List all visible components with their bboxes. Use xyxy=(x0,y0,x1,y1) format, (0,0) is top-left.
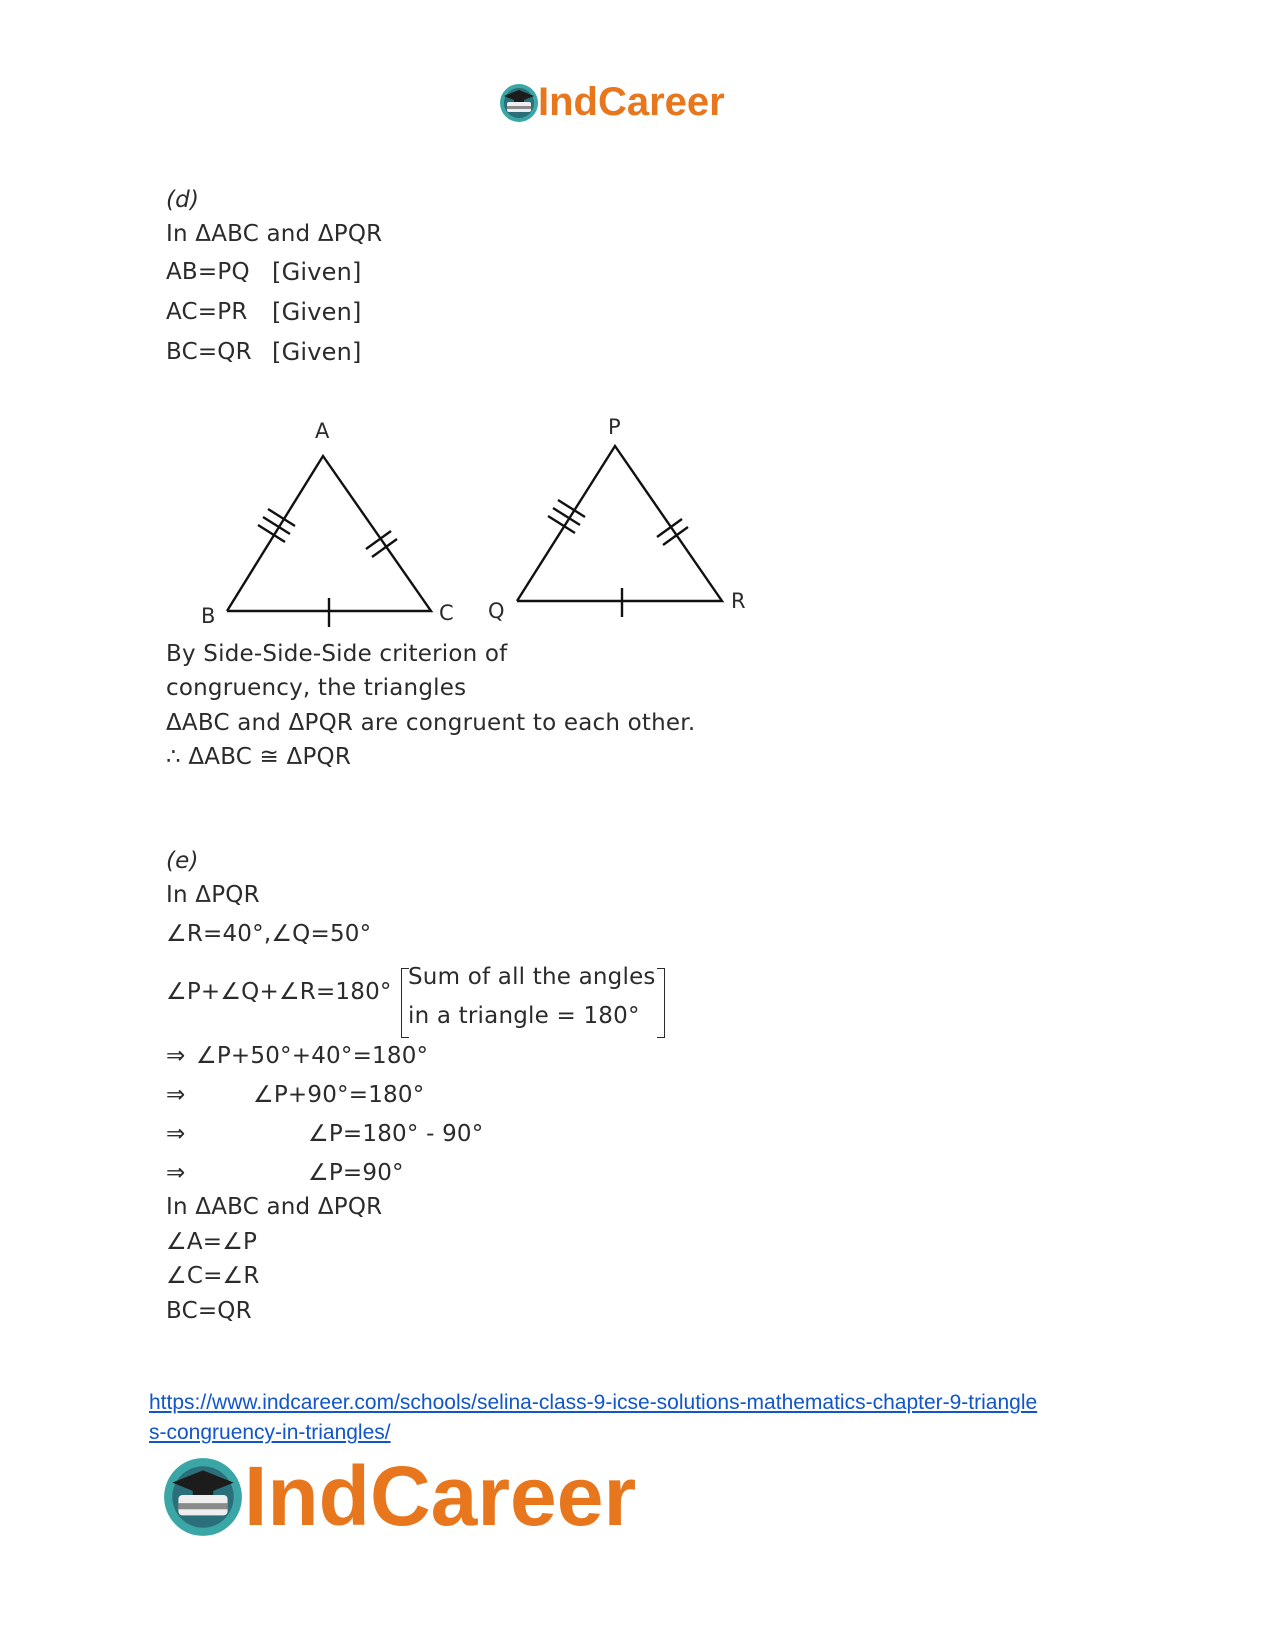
step-2-arrow: ⇒ xyxy=(166,1082,186,1108)
part-e-after-3: ∠C=∠R xyxy=(166,1263,260,1289)
source-url-line-1[interactable]: https://www.indcareer.com/schools/selina-class-9-icse-solutions-mathematics-chapter-9-triangle xyxy=(149,1391,1038,1414)
vertex-c-label: C xyxy=(439,601,454,625)
step-4-expr: ∠P=90° xyxy=(308,1160,404,1186)
vertex-r-label: R xyxy=(731,589,746,613)
congruent-triangles-figure xyxy=(190,410,760,635)
tick-ac-double xyxy=(366,531,397,557)
tick-pr-double xyxy=(657,519,688,545)
part-d-line-4: BC=QR xyxy=(166,339,252,365)
graduation-book-icon xyxy=(498,82,540,124)
footer-logo xyxy=(160,1448,700,1548)
part-d-label: (d) xyxy=(166,187,200,213)
step-3-expr: ∠P=180° - 90° xyxy=(308,1121,484,1147)
tick-ab-triple xyxy=(258,509,295,542)
footer-logo-text: IndCareer xyxy=(244,1449,637,1543)
part-d-line-1: In ΔABC and ΔPQR xyxy=(166,221,383,247)
triangle-abc xyxy=(227,456,431,611)
triangle-pqr xyxy=(517,446,722,601)
part-e-after-2: ∠A=∠P xyxy=(166,1229,258,1255)
step-1-expr: ∠P+50°+40°=180° xyxy=(196,1043,429,1069)
angle-sum-reason-2: in a triangle = 180° xyxy=(408,1003,640,1029)
part-e-line-3: ∠P+∠Q+∠R=180° xyxy=(166,979,392,1005)
step-4-arrow: ⇒ xyxy=(166,1160,186,1186)
part-d-conclusion-1: By Side-Side-Side criterion of xyxy=(166,641,508,667)
part-d-conclusion-4: ∴ ΔABC ≅ ΔPQR xyxy=(166,744,352,770)
part-e-line-2: ∠R=40°,∠Q=50° xyxy=(166,921,372,947)
part-e-after-4: BC=QR xyxy=(166,1298,252,1324)
part-d-reason-3: [Given] xyxy=(272,338,362,366)
angle-sum-reason-1: Sum of all the angles xyxy=(408,964,656,990)
part-d-line-3: AC=PR xyxy=(166,299,248,325)
step-2-expr: ∠P+90°=180° xyxy=(253,1082,425,1108)
tick-pq-triple xyxy=(548,500,585,533)
part-e-line-1: In ΔPQR xyxy=(166,882,260,908)
step-1-arrow: ⇒ xyxy=(166,1043,186,1069)
vertex-b-label: B xyxy=(201,604,216,628)
header-logo xyxy=(498,78,788,128)
vertex-p-label: P xyxy=(608,415,621,439)
part-d-conclusion-3: ΔABC and ΔPQR are congruent to each other. xyxy=(166,710,696,736)
vertex-q-label: Q xyxy=(488,599,505,623)
part-e-label: (e) xyxy=(166,848,199,874)
part-d-conclusion-2: congruency, the triangles xyxy=(166,675,467,701)
part-d-reason-1: [Given] xyxy=(272,258,362,286)
part-e-after-1: In ΔABC and ΔPQR xyxy=(166,1194,383,1220)
source-url-line-2[interactable]: s-congruency-in-triangles/ xyxy=(149,1421,391,1444)
part-d-reason-2: [Given] xyxy=(272,298,362,326)
graduation-book-icon xyxy=(160,1454,246,1540)
header-logo-text: IndCareer xyxy=(538,80,725,124)
step-3-arrow: ⇒ xyxy=(166,1121,186,1147)
part-d-line-2: AB=PQ xyxy=(166,259,250,285)
vertex-a-label: A xyxy=(315,419,330,443)
